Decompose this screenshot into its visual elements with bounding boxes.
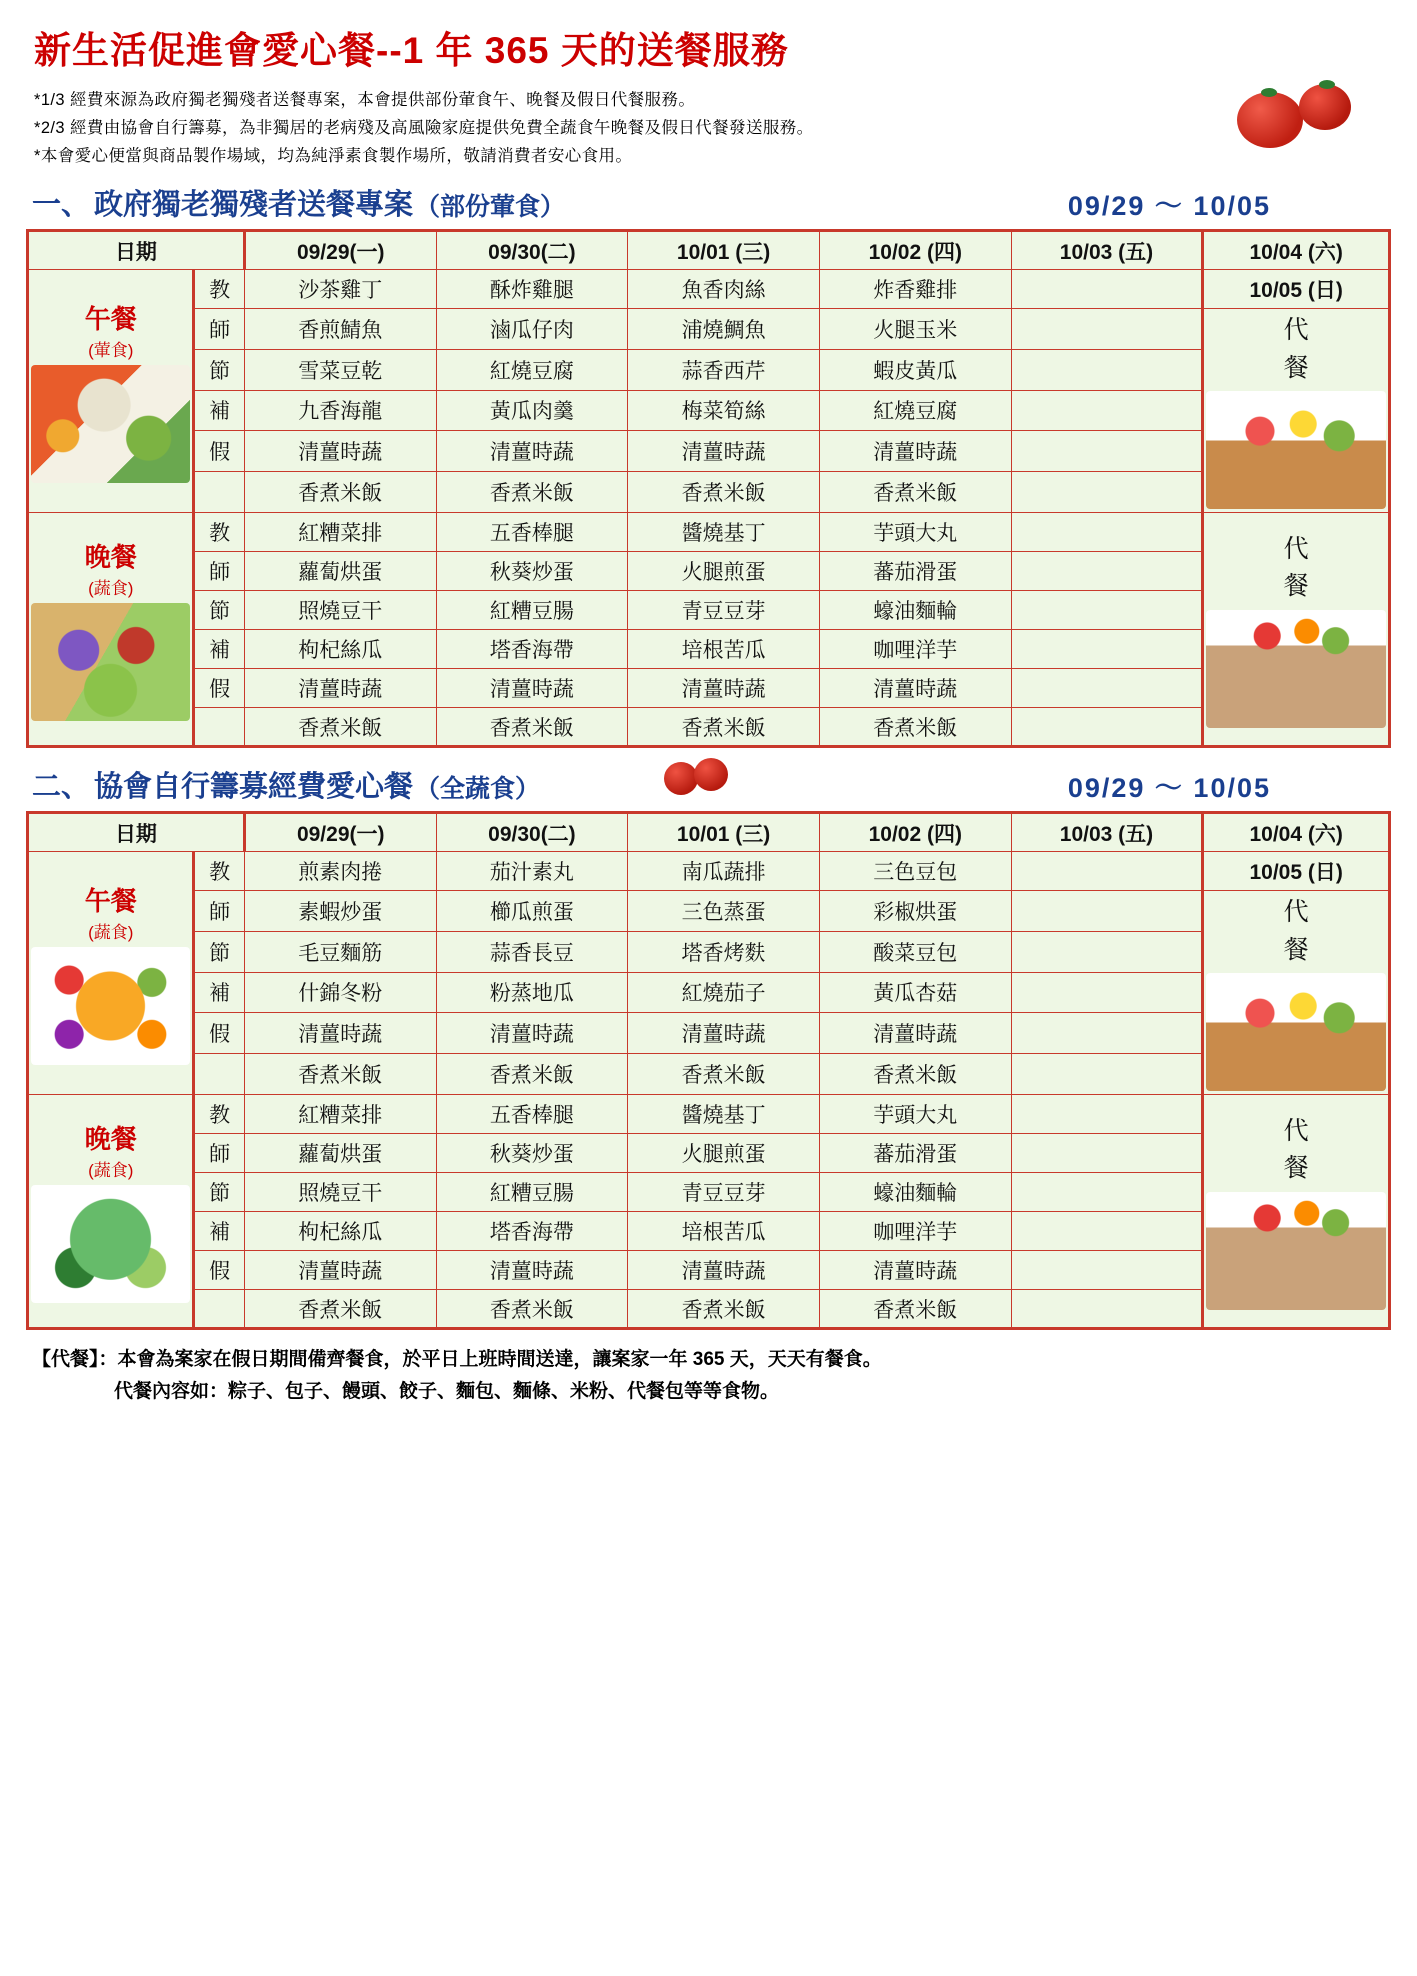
footer-line-1: 【代餐】：本會為案家在假日期間備齊餐食，於平日上班時間送達，讓案家一年 365 天，天天有餐食。 — [32, 1349, 882, 1370]
lunch-row-0 — [28, 270, 1390, 309]
header-date-label: 日期 — [28, 813, 245, 852]
marker-3: 補 — [194, 390, 244, 431]
cell: 清薑時蔬 — [628, 669, 820, 708]
alt-meal-label: 代 餐 — [1283, 316, 1309, 382]
cell: 香煮米飯 — [628, 1054, 820, 1095]
header-day-2: 10/01 (三) — [628, 231, 820, 270]
cell-empty — [1011, 1134, 1203, 1173]
marker-2: 節 — [194, 1173, 244, 1212]
cell: 青豆豆芽 — [628, 591, 820, 630]
dinner-sublabel: (蔬食) — [88, 579, 134, 598]
header-day-1: 09/30(二) — [436, 813, 628, 852]
dinner-row-5 — [28, 1290, 1390, 1329]
cell: 塔香海帶 — [436, 1212, 628, 1251]
cell: 炸香雞排 — [819, 270, 1011, 309]
cell: 清薑時蔬 — [244, 1251, 436, 1290]
header-weekend-sun: 10/05 (日) — [1203, 270, 1390, 309]
alt-meal-label: 代 餐 — [1283, 534, 1309, 600]
cell: 香煮米飯 — [436, 1054, 628, 1095]
cell: 五香棒腿 — [436, 513, 628, 552]
header-day-0: 09/29(一) — [244, 231, 436, 270]
cell: 黃瓜肉羹 — [436, 390, 628, 431]
dinner-row-4 — [28, 1251, 1390, 1290]
cell-empty — [1011, 852, 1203, 891]
cell: 櫛瓜煎蛋 — [436, 891, 628, 932]
cell: 清薑時蔬 — [436, 1251, 628, 1290]
cell-empty — [1011, 931, 1203, 972]
lunch-label: 午餐 — [84, 304, 137, 334]
leaf-icon — [1319, 80, 1335, 89]
cell: 蕃茄滑蛋 — [819, 1134, 1011, 1173]
marker-1: 師 — [194, 1134, 244, 1173]
cell: 香煮米飯 — [819, 708, 1011, 747]
header-weekend-sat: 10/04 (六) — [1203, 231, 1390, 270]
lunch-row-4 — [28, 1013, 1390, 1054]
section-1-subtitle: （部份葷食） — [415, 193, 566, 221]
cell: 培根苦瓜 — [628, 630, 820, 669]
marker-0: 教 — [194, 513, 244, 552]
lunch-row-5 — [28, 472, 1390, 513]
cell: 香煮米飯 — [628, 472, 820, 513]
cell: 清薑時蔬 — [436, 669, 628, 708]
marker-0: 教 — [194, 270, 244, 309]
section-2-number: 二、 — [32, 771, 91, 803]
marker-5 — [194, 472, 244, 513]
section-1-number: 一、 — [32, 189, 91, 221]
cell: 火腿玉米 — [819, 309, 1011, 350]
footer-line-2: 代餐內容如：粽子、包子、饅頭、餃子、麵包、麵條、米粉、代餐包等等食物。 — [114, 1381, 780, 1403]
menu-table-section-1 — [26, 229, 1391, 748]
lunch-row-1 — [28, 891, 1390, 932]
marker-5 — [194, 1290, 244, 1329]
vegetable-photo — [31, 365, 190, 483]
cell: 清薑時蔬 — [244, 431, 436, 472]
cell-empty — [1011, 270, 1203, 309]
marker-0: 教 — [194, 852, 244, 891]
cell: 咖哩洋芋 — [819, 630, 1011, 669]
note-3: *本會愛心便當與商品製作場域，均為純淨素食製作場所，敬請消費者安心食用。 — [34, 147, 633, 165]
marker-4: 假 — [194, 431, 244, 472]
marker-5 — [194, 708, 244, 747]
basket-photo — [1206, 973, 1386, 1091]
cell: 醬燒基丁 — [628, 513, 820, 552]
marker-1: 師 — [194, 309, 244, 350]
cell: 火腿煎蛋 — [628, 552, 820, 591]
lunch-sublabel: (葷食) — [88, 341, 134, 360]
dinner-label-cell — [28, 513, 194, 747]
cell: 香煮米飯 — [244, 708, 436, 747]
cell: 五香棒腿 — [436, 1095, 628, 1134]
header-day-1: 09/30(二) — [436, 231, 628, 270]
apple-decoration — [664, 758, 744, 798]
dinner-label: 晚餐 — [84, 1124, 137, 1154]
alt-meal-label: 代 餐 — [1283, 1116, 1309, 1182]
basket-photo — [1206, 391, 1386, 509]
cell-empty — [1011, 1054, 1203, 1095]
cell-empty — [1011, 1290, 1203, 1329]
cell: 秋葵炒蛋 — [436, 552, 628, 591]
cell: 照燒豆干 — [244, 1173, 436, 1212]
cell: 紅糟菜排 — [244, 513, 436, 552]
lunch-row-2 — [28, 349, 1390, 390]
cell: 三色豆包 — [819, 852, 1011, 891]
cell: 紅燒豆腐 — [819, 390, 1011, 431]
lunch-row-0 — [28, 852, 1390, 891]
dinner-row-3 — [28, 1212, 1390, 1251]
page-title: 新生活促進會愛心餐--1 年 365 天的送餐服務 — [34, 30, 789, 71]
cell-empty — [1011, 972, 1203, 1013]
cell: 蝦皮黃瓜 — [819, 349, 1011, 390]
marker-3: 補 — [194, 630, 244, 669]
cell: 香煮米飯 — [436, 1290, 628, 1329]
grocery-bag-photo — [1206, 1192, 1386, 1310]
cell: 紅燒豆腐 — [436, 349, 628, 390]
cell-empty — [1011, 309, 1203, 350]
cell: 紅糟菜排 — [244, 1095, 436, 1134]
section-1-title: 政府獨老獨殘者送餐專案 — [94, 189, 414, 221]
dinner-row-0 — [28, 1095, 1390, 1134]
cell: 蘿蔔烘蛋 — [244, 552, 436, 591]
leaf-icon — [1261, 88, 1277, 97]
cell: 清薑時蔬 — [819, 1251, 1011, 1290]
cell: 枸杞絲瓜 — [244, 1212, 436, 1251]
menu-table-section-2 — [26, 811, 1391, 1330]
cell: 清薑時蔬 — [819, 431, 1011, 472]
cell-empty — [1011, 630, 1203, 669]
cell: 秋葵炒蛋 — [436, 1134, 628, 1173]
cell: 彩椒烘蛋 — [819, 891, 1011, 932]
header-day-0: 09/29(一) — [244, 813, 436, 852]
apple-icon — [694, 758, 728, 791]
cell: 香煮米飯 — [436, 708, 628, 747]
cell: 黃瓜杏菇 — [819, 972, 1011, 1013]
lunch-alt-cell — [1203, 309, 1390, 513]
cell: 香煮米飯 — [819, 472, 1011, 513]
cell: 蕃茄滑蛋 — [819, 552, 1011, 591]
vegetable-photo — [31, 1185, 190, 1303]
header-day-3: 10/02 (四) — [819, 813, 1011, 852]
cell: 浦燒鯛魚 — [628, 309, 820, 350]
cell-empty — [1011, 1173, 1203, 1212]
cell: 清薑時蔬 — [436, 431, 628, 472]
dinner-alt-cell — [1203, 513, 1390, 747]
header-day-2: 10/01 (三) — [628, 813, 820, 852]
lunch-row-5 — [28, 1054, 1390, 1095]
cell: 沙茶雞丁 — [244, 270, 436, 309]
dinner-sublabel: (蔬食) — [88, 1161, 134, 1180]
table-header-row — [28, 231, 1390, 270]
lunch-row-3 — [28, 390, 1390, 431]
cell-empty — [1011, 1212, 1203, 1251]
cell: 紅燒茄子 — [628, 972, 820, 1013]
header-day-4: 10/03 (五) — [1011, 813, 1203, 852]
cell: 茄汁素丸 — [436, 852, 628, 891]
lunch-row-1 — [28, 309, 1390, 350]
cell-empty — [1011, 513, 1203, 552]
lunch-row-3 — [28, 972, 1390, 1013]
marker-4: 假 — [194, 669, 244, 708]
cell-empty — [1011, 591, 1203, 630]
cell-empty — [1011, 552, 1203, 591]
cell: 清薑時蔬 — [244, 669, 436, 708]
lunch-label-cell — [28, 852, 194, 1095]
cell: 香煮米飯 — [819, 1290, 1011, 1329]
cell: 蘿蔔烘蛋 — [244, 1134, 436, 1173]
cell: 粉蒸地瓜 — [436, 972, 628, 1013]
cell: 香煮米飯 — [244, 1054, 436, 1095]
cell: 香煮米飯 — [628, 1290, 820, 1329]
vegetable-photo — [31, 947, 190, 1065]
section-1-header — [32, 182, 1391, 223]
cell: 魚香肉絲 — [628, 270, 820, 309]
cell-empty — [1011, 1251, 1203, 1290]
header-date-label: 日期 — [28, 231, 245, 270]
header-day-4: 10/03 (五) — [1011, 231, 1203, 270]
dinner-row-5 — [28, 708, 1390, 747]
cell-empty — [1011, 669, 1203, 708]
note-2: *2/3 經費由協會自行籌募，為非獨居的老病殘及高風險家庭提供免費全蔬食午晚餐及假日代餐發送服務。 — [34, 119, 814, 137]
cell: 三色蒸蛋 — [628, 891, 820, 932]
cell: 南瓜蔬排 — [628, 852, 820, 891]
dinner-row-1 — [28, 1134, 1390, 1173]
cell-empty — [1011, 472, 1203, 513]
section-2-title: 協會自行籌募經費愛心餐 — [94, 771, 414, 803]
vegetable-photo — [31, 603, 190, 721]
marker-3: 補 — [194, 972, 244, 1013]
section-2-date-range: 09/29 ～ 10/05 — [1067, 773, 1271, 803]
cell: 培根苦瓜 — [628, 1212, 820, 1251]
cell: 香煎鯖魚 — [244, 309, 436, 350]
marker-3: 補 — [194, 1212, 244, 1251]
cell-empty — [1011, 1013, 1203, 1054]
cell: 清薑時蔬 — [436, 1013, 628, 1054]
cell: 九香海龍 — [244, 390, 436, 431]
lunch-label-cell — [28, 270, 194, 513]
dinner-label: 晚餐 — [84, 542, 137, 572]
cell: 香煮米飯 — [244, 472, 436, 513]
cell: 紅糟豆腸 — [436, 1173, 628, 1212]
marker-0: 教 — [194, 1095, 244, 1134]
cell-empty — [1011, 431, 1203, 472]
cell: 咖哩洋芋 — [819, 1212, 1011, 1251]
table-header-row — [28, 813, 1390, 852]
dinner-row-2 — [28, 1173, 1390, 1212]
dinner-row-3 — [28, 630, 1390, 669]
cell: 醬燒基丁 — [628, 1095, 820, 1134]
cell: 蒜香長豆 — [436, 931, 628, 972]
cell: 酥炸雞腿 — [436, 270, 628, 309]
cell-empty — [1011, 891, 1203, 932]
marker-1: 師 — [194, 552, 244, 591]
cell: 雪菜豆乾 — [244, 349, 436, 390]
dinner-row-4 — [28, 669, 1390, 708]
tomato-icon — [1299, 84, 1351, 130]
marker-5 — [194, 1054, 244, 1095]
cell: 清薑時蔬 — [628, 431, 820, 472]
dinner-label-cell — [28, 1095, 194, 1329]
cell: 什錦冬粉 — [244, 972, 436, 1013]
cell: 香煮米飯 — [436, 472, 628, 513]
cell: 香煮米飯 — [244, 1290, 436, 1329]
section-2-header — [32, 764, 1391, 805]
apple-icon — [664, 762, 698, 795]
cell: 煎素肉捲 — [244, 852, 436, 891]
tomato-decoration — [1237, 78, 1387, 148]
cell-empty — [1011, 390, 1203, 431]
cell: 清薑時蔬 — [244, 1013, 436, 1054]
cell: 紅糟豆腸 — [436, 591, 628, 630]
cell: 素蝦炒蛋 — [244, 891, 436, 932]
cell: 香煮米飯 — [628, 708, 820, 747]
lunch-alt-cell — [1203, 891, 1390, 1095]
dinner-row-1 — [28, 552, 1390, 591]
cell: 芋頭大丸 — [819, 1095, 1011, 1134]
section-2-subtitle: （全蔬食） — [415, 775, 541, 803]
marker-4: 假 — [194, 1013, 244, 1054]
cell: 清薑時蔬 — [819, 669, 1011, 708]
section-1-date-range: 09/29 ～ 10/05 — [1067, 191, 1271, 221]
cell: 塔香烤麩 — [628, 931, 820, 972]
cell: 枸杞絲瓜 — [244, 630, 436, 669]
cell: 蒜香西芹 — [628, 349, 820, 390]
cell-empty — [1011, 349, 1203, 390]
cell: 清薑時蔬 — [819, 1013, 1011, 1054]
dinner-row-0 — [28, 513, 1390, 552]
cell: 梅菜筍絲 — [628, 390, 820, 431]
header-weekend-sun: 10/05 (日) — [1203, 852, 1390, 891]
cell: 塔香海帶 — [436, 630, 628, 669]
lunch-row-2 — [28, 931, 1390, 972]
footer — [32, 1344, 1391, 1409]
cell: 清薑時蔬 — [628, 1251, 820, 1290]
lunch-label: 午餐 — [84, 886, 137, 916]
marker-4: 假 — [194, 1251, 244, 1290]
marker-2: 節 — [194, 931, 244, 972]
cell: 蠔油麵輪 — [819, 1173, 1011, 1212]
grocery-bag-photo — [1206, 610, 1386, 728]
cell-empty — [1011, 708, 1203, 747]
lunch-sublabel: (蔬食) — [88, 923, 134, 942]
cell: 香煮米飯 — [819, 1054, 1011, 1095]
header-day-3: 10/02 (四) — [819, 231, 1011, 270]
header-weekend-sat: 10/04 (六) — [1203, 813, 1390, 852]
lunch-row-4 — [28, 431, 1390, 472]
cell-empty — [1011, 1095, 1203, 1134]
cell: 酸菜豆包 — [819, 931, 1011, 972]
marker-1: 師 — [194, 891, 244, 932]
cell: 蠔油麵輪 — [819, 591, 1011, 630]
cell: 照燒豆干 — [244, 591, 436, 630]
cell: 清薑時蔬 — [628, 1013, 820, 1054]
cell: 火腿煎蛋 — [628, 1134, 820, 1173]
alt-meal-label: 代 餐 — [1283, 898, 1309, 964]
dinner-row-2 — [28, 591, 1390, 630]
cell: 青豆豆芽 — [628, 1173, 820, 1212]
tomato-icon — [1237, 92, 1303, 148]
cell: 芋頭大丸 — [819, 513, 1011, 552]
cell: 滷瓜仔肉 — [436, 309, 628, 350]
marker-2: 節 — [194, 591, 244, 630]
cell: 毛豆麵筋 — [244, 931, 436, 972]
dinner-alt-cell — [1203, 1095, 1390, 1329]
note-1: *1/3 經費來源為政府獨老獨殘者送餐專案，本會提供部份葷食午、晚餐及假日代餐服務。 — [34, 91, 696, 109]
marker-2: 節 — [194, 349, 244, 390]
